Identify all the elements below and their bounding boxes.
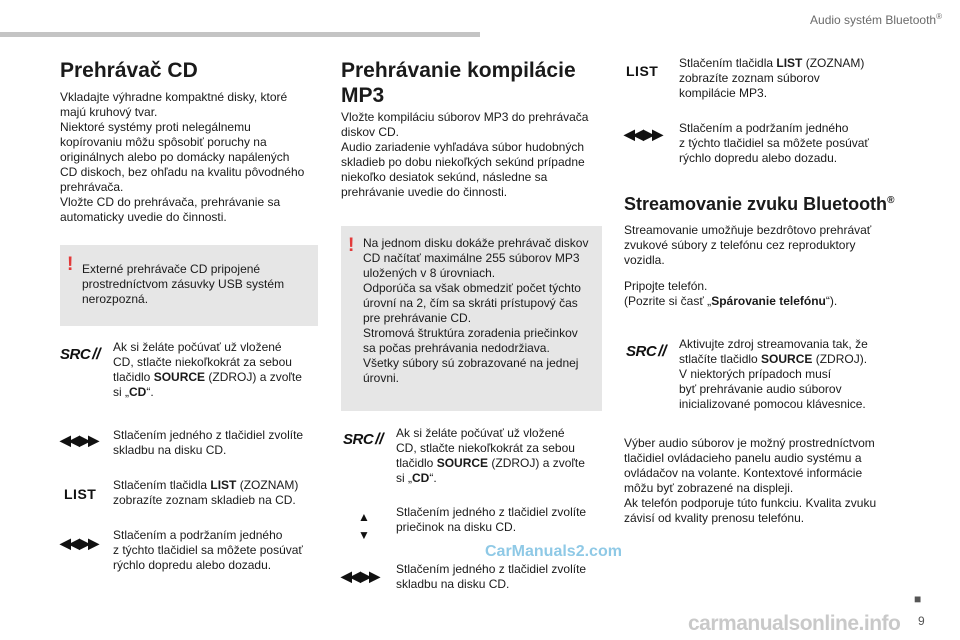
bluetooth-src-text: Aktivujte zdroj streamovania tak, že stlačíte tlačidlo SOURCE (ZDROJ). V niektorých prípadoch musí byť prehrávanie audio súborov inicializované pomocou klávesnice. — [679, 337, 868, 411]
src-icon: SRC // — [60, 346, 101, 363]
cd-player-title: Prehrávač CD — [60, 59, 198, 82]
src-icon: SRC // — [343, 431, 384, 448]
bluetooth-selection-text: Výber audio súborov je možný prostredníctvom tlačidiel ovládacieho panelu audio systému a ovládačov na volante. Kontextové informácie môžu byť zobrazené na displeji. Ak telefón podporuje túto funkciu. Kvalita zvuku závisí od kvality prenosu telefónu. — [624, 436, 877, 525]
mp3-body: Vložte kompiláciu súborov MP3 do prehrávača diskov CD. Audio zariadenie vyhľadáva súbor hudobných skladieb po dobu niekoľkých sekúnd prípadne niekoľko desiatok sekúnd, následne sa prehrávanie uvedie do činnosti. — [341, 110, 589, 199]
page-header — [810, 12, 942, 27]
page-number: 9 — [918, 614, 925, 628]
up-down-arrows-icon: ▲ ▼ — [358, 510, 370, 542]
mp3-src-text: Ak si želáte počúvať už vložené CD, stlačte niekoľkokrát za sebou tlačidlo SOURCE (ZDROJ) a zvoľte si „CD“. — [396, 426, 585, 485]
list-icon: LIST — [626, 63, 659, 79]
cd-player-body: Vkladajte výhradne kompaktné disky, ktoré majú kruhový tvar. Niektoré systémy proti nelegálnemu kopírovaniu môžu spôsobiť poruchy na originálnych alebo po domácky napálených CD diskoch, bez ohľadu na kvalitu pôvodného prehrávača. Vložte CD do prehrávača, prehrávanie sa automaticky uvedie do činnosti. — [60, 90, 305, 224]
warning-icon: ! — [348, 235, 355, 256]
warning-icon: ! — [67, 254, 74, 275]
seek-arrows-icon: ◀◀ ▶▶ — [341, 568, 378, 584]
fast-seek-arrows-icon: ◀◀ ▶▶ — [624, 126, 661, 142]
footer-logo: carmanualsonline.info — [688, 612, 901, 635]
mp3-track-select-text: Stlačením jedného z tlačidiel zvolíte skladbu na disku CD. — [396, 562, 587, 591]
fast-seek-arrows-icon: ◀◀ ▶▶ — [60, 535, 97, 551]
page-marker: ■ — [914, 592, 922, 606]
cd-track-select-text: Stlačením jedného z tlačidiel zvolíte skladbu na disku CD. — [113, 428, 304, 457]
cd-src-text: Ak si želáte počúvať už vložené CD, stlačte niekoľkokrát za sebou tlačidlo SOURCE (ZDROJ) a zvoľte si „CD“. — [113, 340, 302, 399]
bluetooth-body: Streamovanie umožňuje bezdrôtovo prehrávať zvukové súbory z telefónu cez reproduktory vozidla. — [624, 223, 872, 267]
watermark: CarManuals2.com — [485, 543, 622, 560]
mp3-fast-seek-text: Stlačením a podržaním jedného z týchto tlačidiel sa môžete posúvať rýchlo dopredu alebo dozadu. — [679, 121, 869, 165]
cd-warning-text: Externé prehrávače CD pripojené prostredníctvom zásuvky USB systém nerozpozná. — [82, 262, 285, 306]
mp3-list-text: Stlačením tlačidla LIST (ZOZNAM) zobrazíte zoznam súborov kompilácie MP3. — [679, 56, 865, 100]
header-sup: ® — [936, 12, 942, 21]
cd-warning-box — [60, 245, 318, 326]
mp3-warning-box — [341, 226, 602, 411]
cd-fast-seek-text: Stlačením a podržaním jedného z týchto tlačidiel sa môžete posúvať rýchlo dopredu alebo dozadu. — [113, 528, 303, 572]
header-title: Audio systém Bluetooth — [810, 13, 937, 27]
src-icon: SRC // — [626, 343, 667, 360]
cd-list-text: Stlačením tlačidla LIST (ZOZNAM) zobrazíte zoznam skladieb na CD. — [113, 478, 299, 507]
mp3-title: Prehrávanie kompilácie MP3 — [341, 59, 576, 107]
list-icon: LIST — [64, 486, 97, 502]
header-rule — [0, 32, 480, 37]
pair-phone-text: Pripojte telefón. (Pozrite si časť „Spárovanie telefónu“). — [624, 279, 838, 308]
mp3-folder-select-text: Stlačením jedného z tlačidiel zvolíte priečinok na disku CD. — [396, 505, 587, 534]
bluetooth-streaming-title: Streamovanie zvuku Bluetooth® — [624, 194, 895, 214]
mp3-warning-text: Na jednom disku dokáže prehrávač diskov CD načítať maximálne 255 súborov MP3 uložených v 8 úrovniach. Odporúča sa však obmedziť počet týchto úrovní na 2, čím sa skráti prístupový čas pre prehrávanie CD. Stromová štruktúra zoradenia priečinkov sa počas prehrávania nedodržiava. Všetky súbory sú zobrazované na jednej úrovni. — [363, 236, 589, 385]
seek-arrows-icon: ◀◀ ▶▶ — [60, 432, 97, 448]
